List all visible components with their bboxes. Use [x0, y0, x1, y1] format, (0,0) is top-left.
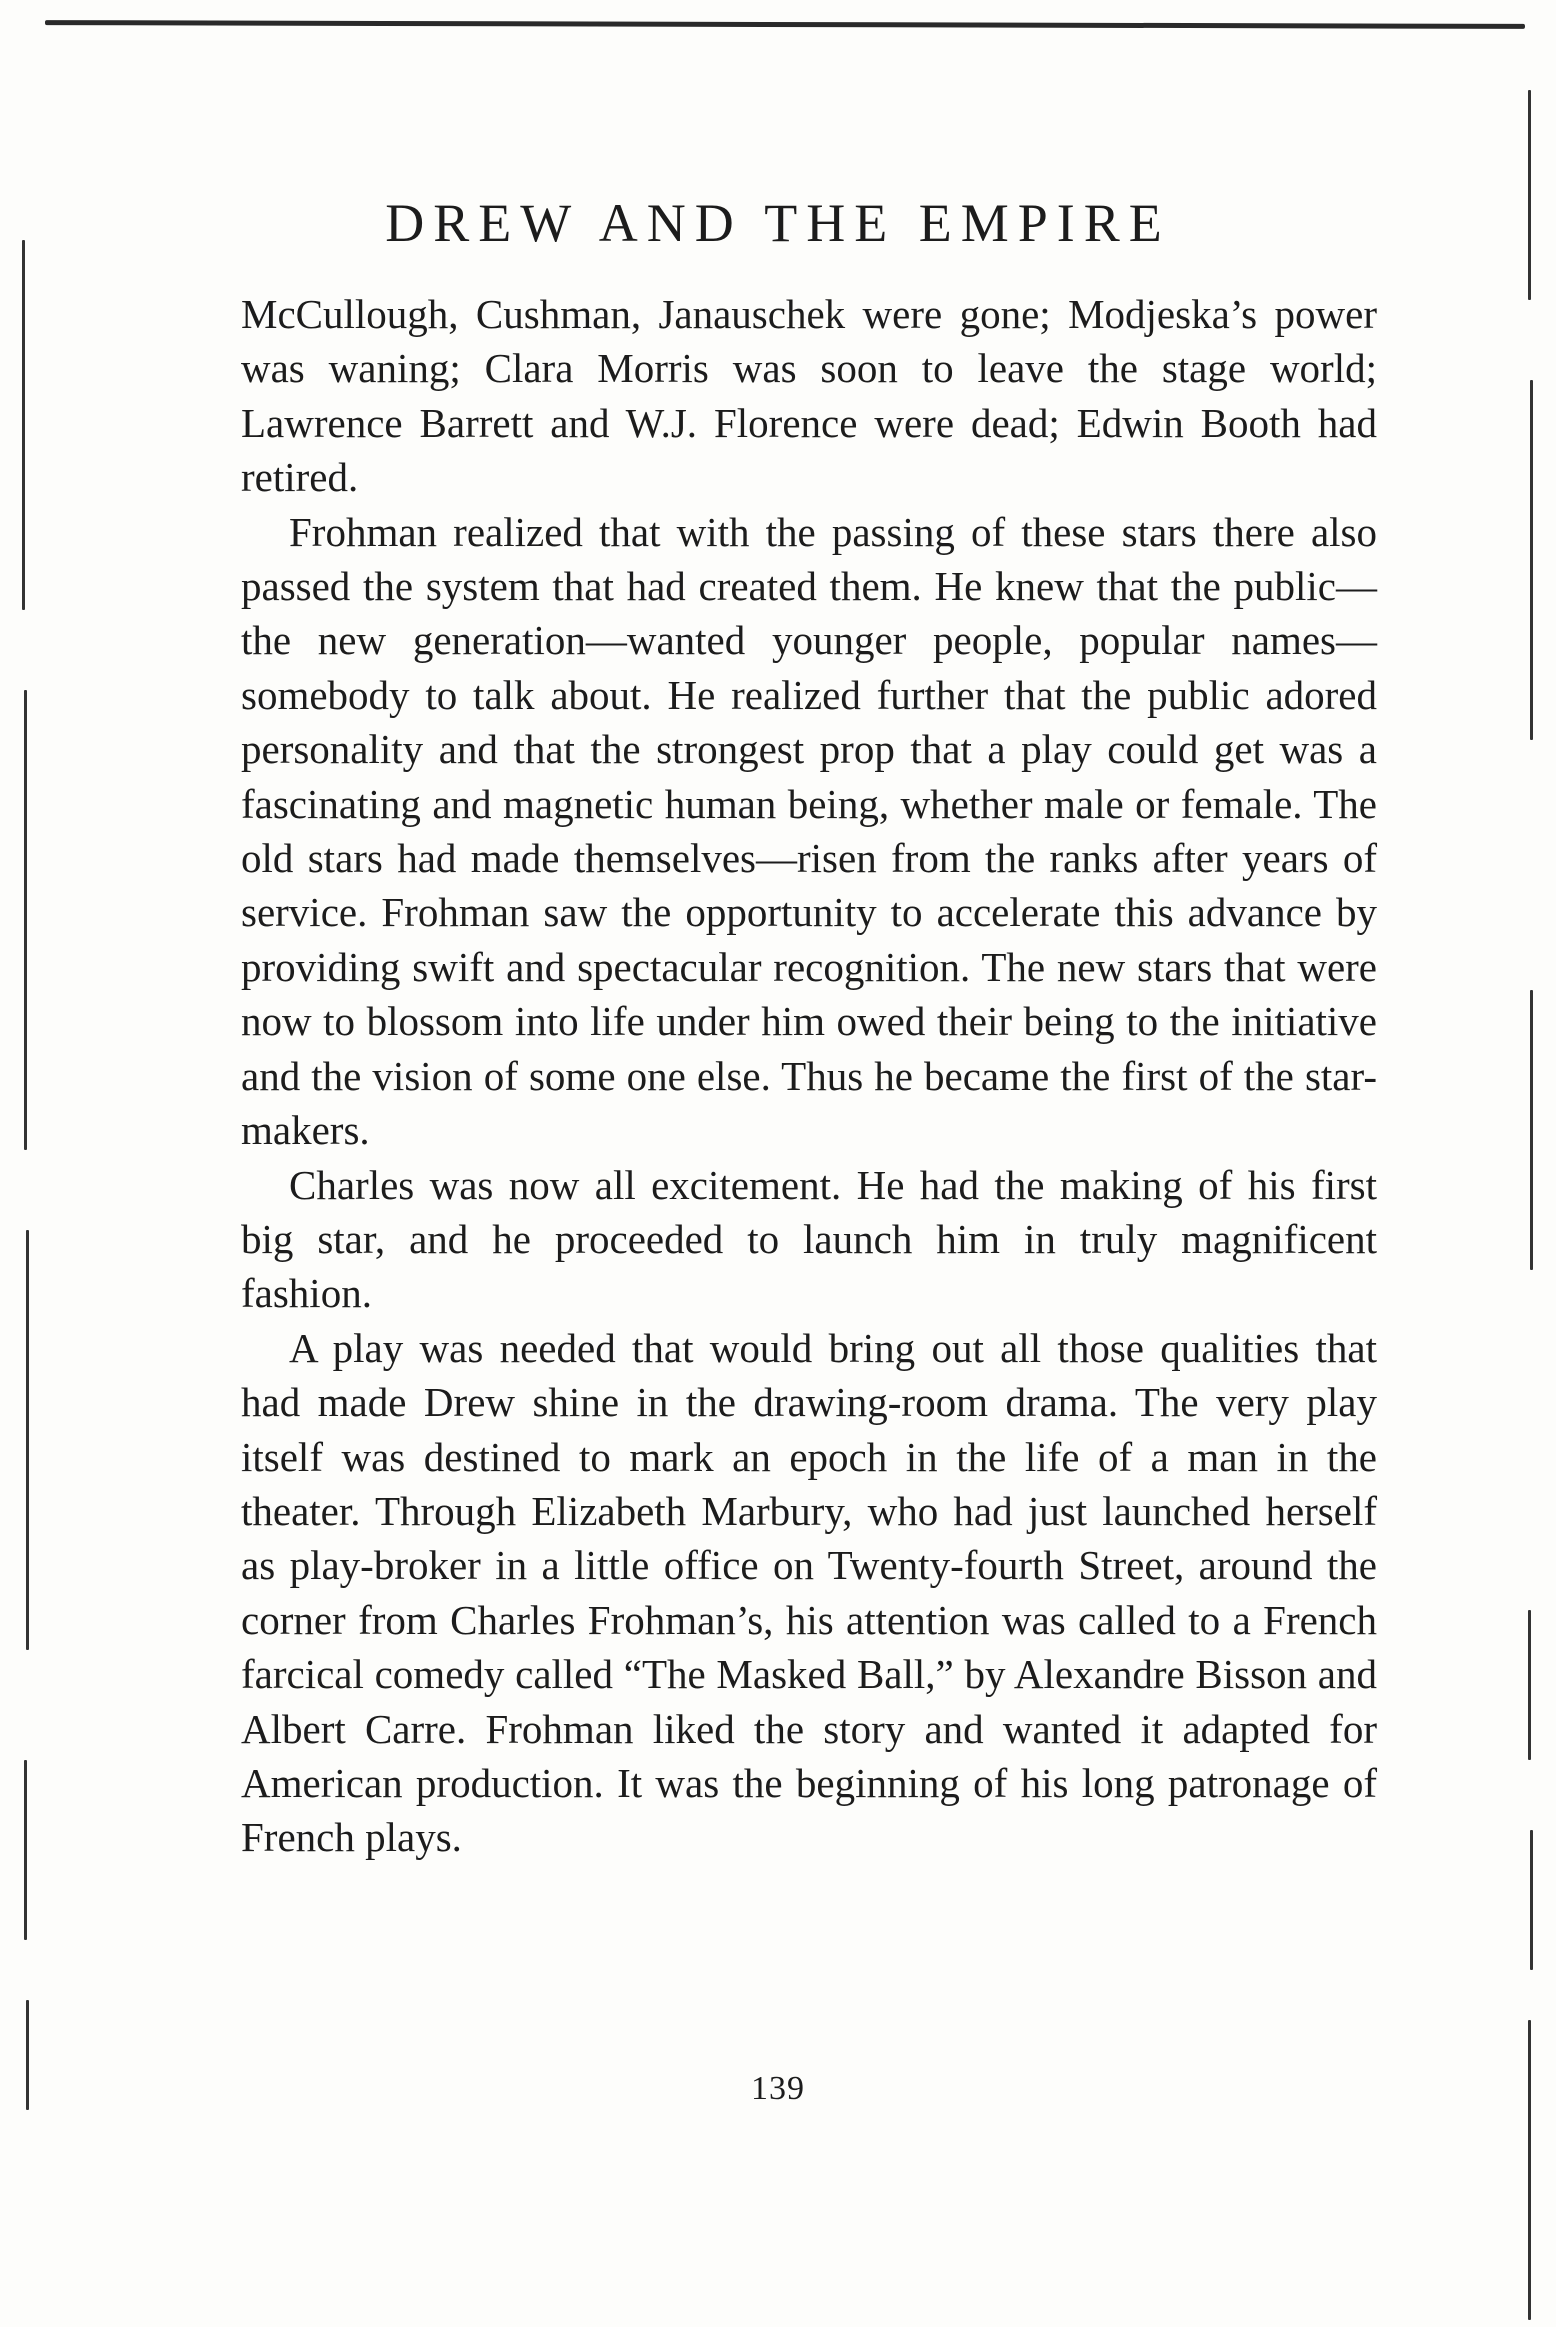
page-number: 139 — [751, 2070, 805, 2107]
scan-edge-mark — [1530, 1830, 1533, 1970]
scan-gutter-mark — [22, 240, 25, 610]
running-head: DREW AND THE EMPIRE — [385, 193, 1171, 253]
scan-gutter-mark — [26, 1230, 29, 1650]
scan-edge-rule — [45, 20, 1525, 29]
paragraph: Charles was now all excitement. He had the making of his first big star, and he proceeded to launch him in truly magnificent fashion. — [241, 1161, 1377, 1317]
paragraph: A play was needed that would bring out all those qualities that had made Drew shine in the drawing-room drama. The very play itself was destined to mark an epoch in the life of a man in the theater. Through Elizabeth Marbury, who had just launched herself as play-broker in a little office on Twenty-fourth Street, around the corner from Charles Frohman’s, his attention was called to a French farcical comedy called “The Masked Ball,” by Alexandre Bisson and Albert Carre. Frohman liked the story and wanted it adapted for American production. It was the beginning of his long patronage of French plays. — [241, 1324, 1377, 1861]
scan-edge-mark — [1528, 1610, 1531, 1760]
scan-edge-mark — [1530, 990, 1533, 1270]
scan-edge-mark — [1528, 90, 1531, 300]
body-text — [241, 287, 1377, 1865]
scan-edge-mark — [1530, 380, 1533, 740]
scan-edge-mark — [1528, 2020, 1531, 2320]
paragraph: Frohman realized that with the passing of these stars there also passed the system that had created them. He knew that the public—the new generation—wanted younger people, popular names—somebody to talk about. He realized further that the public adored personality and that the strongest prop that a play could get was a fascinating and magnetic human being, whether male or female. The old stars had made themselves—risen from the ranks after years of service. Frohman saw the opportunity to accelerate this advance by providing swift and spectacular recognition. The new stars that were now to blossom into life under him owed their being to the initiative and the vision of some one else. Thus he became the first of the star-makers. — [241, 508, 1377, 1154]
scan-gutter-mark — [24, 1760, 27, 1940]
paragraph: McCullough, Cushman, Janauschek were gone; Modjeska’s power was waning; Clara Morris was soon to leave the stage world; Lawrence Barrett and W.J. Florence were dead; Edwin Booth had retired. — [241, 291, 1377, 501]
scan-gutter-mark — [24, 690, 27, 1150]
